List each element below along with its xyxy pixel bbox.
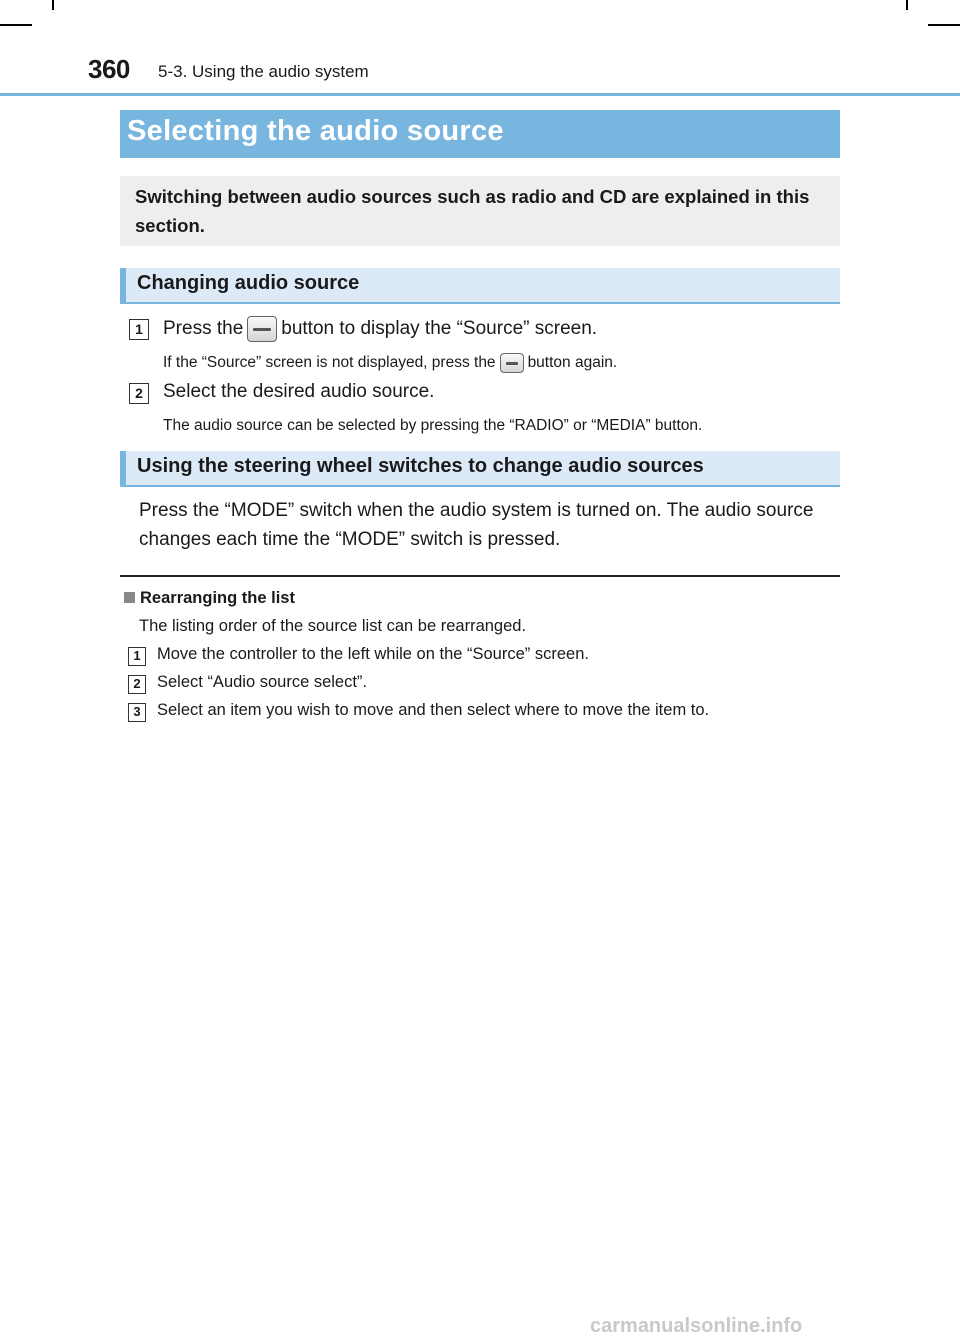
- rearranging-step-3: Select an item you wish to move and then select where to move the item to.: [157, 701, 710, 719]
- step-1-text: [163, 316, 597, 342]
- rearranging-description: The listing order of the source list can be rearranged.: [139, 617, 527, 635]
- subsection-header-changing-source: [120, 268, 840, 304]
- section-title-bar: [120, 110, 840, 158]
- rearranging-heading: [124, 589, 295, 608]
- intro-box: [120, 176, 840, 246]
- header-rule: [0, 93, 960, 96]
- audio-button-icon: [500, 353, 524, 373]
- crop-mark: [0, 24, 32, 26]
- divider: [120, 575, 840, 577]
- audio-button-icon-glyph: [253, 328, 271, 331]
- square-bullet-icon: [124, 592, 135, 603]
- crop-mark: [906, 0, 908, 10]
- subsection-heading: Using the steering wheel switches to change audio sources: [137, 455, 704, 477]
- rearranging-step-2: Select “Audio source select”.: [157, 673, 368, 691]
- step-number: 1: [128, 647, 146, 666]
- crop-mark: [52, 0, 54, 10]
- rearranging-heading-text: Rearranging the list: [140, 589, 295, 607]
- subsection-heading: Changing audio source: [137, 272, 360, 294]
- step-number: 2: [129, 383, 149, 404]
- step-number: 1: [129, 319, 149, 340]
- step-1-text-before: Press the: [163, 318, 244, 340]
- audio-button-icon-glyph: [506, 362, 518, 365]
- section-title: Selecting the audio source: [127, 115, 504, 147]
- watermark: carmanualsonline.info: [590, 1315, 803, 1337]
- step-1-note-after: button again.: [527, 354, 618, 372]
- subsection-header-steering-switches: [120, 451, 840, 487]
- steering-text-line-2: changes each time the “MODE” switch is pressed.: [139, 529, 561, 550]
- step-1-text-after: button to display the “Source” screen.: [281, 318, 598, 340]
- rearranging-step-1: Move the controller to the left while on the “Source” screen.: [157, 645, 589, 663]
- intro-text: Switching between audio sources such as radio and CD are explained in this section.: [135, 186, 810, 236]
- step-2-text: Select the desired audio source.: [163, 381, 435, 402]
- step-number: 3: [128, 703, 146, 722]
- chapter-title: 5-3. Using the audio system: [158, 62, 369, 81]
- page-number: 360: [88, 54, 130, 84]
- step-1-note: [163, 353, 617, 373]
- step-1-note-before: If the “Source” screen is not displayed, press the: [163, 354, 496, 372]
- steering-text-line-1: Press the “MODE” switch when the audio system is turned on. The audio source: [139, 500, 814, 521]
- crop-mark: [928, 24, 960, 26]
- step-number: 2: [128, 675, 146, 694]
- audio-button-icon: [247, 316, 277, 342]
- step-2-note: The audio source can be selected by pressing the “RADIO” or “MEDIA” button.: [163, 417, 703, 434]
